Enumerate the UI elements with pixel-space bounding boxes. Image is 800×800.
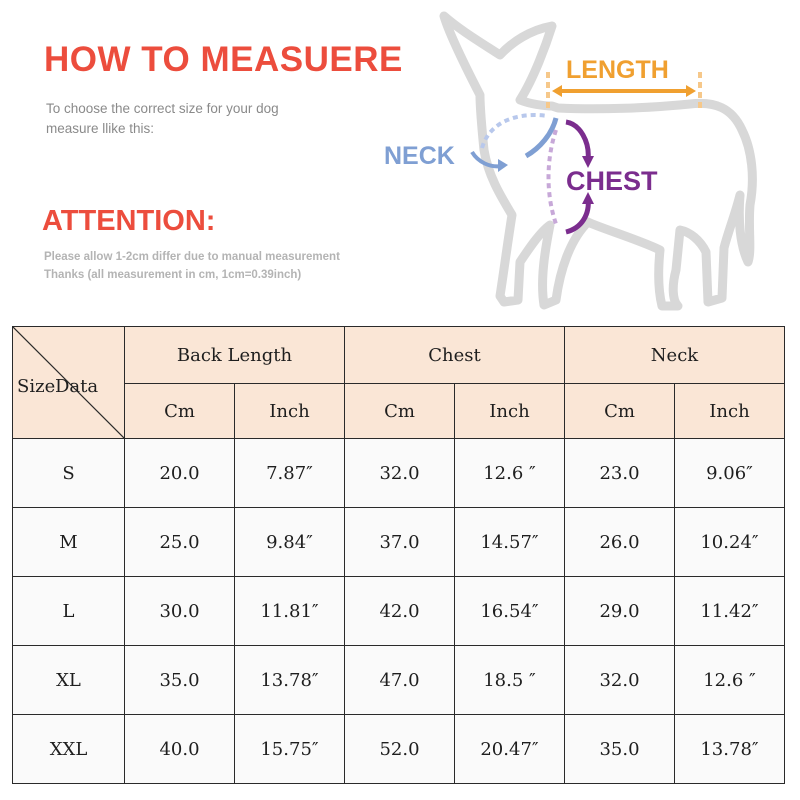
unit-cell: Inch: [235, 384, 345, 439]
table-cell: 20.0: [125, 439, 235, 508]
neck-dashed-loop: [482, 115, 548, 148]
table-cell: 9.06″: [675, 439, 785, 508]
table-cell: 18.5 ″: [455, 646, 565, 715]
attention-note-line-1: Please allow 1-2cm differ due to manual measurement: [44, 251, 340, 263]
table-cell: 7.87″: [235, 439, 345, 508]
table-row: [13, 646, 785, 715]
length-label: LENGTH: [566, 56, 669, 84]
attention-note: [44, 248, 400, 284]
table-cell: 12.6 ″: [675, 646, 785, 715]
length-arrowhead-left: [552, 85, 562, 97]
table-cell: 40.0: [125, 715, 235, 784]
group-back-length: Back Length: [125, 327, 345, 384]
unit-cell: Inch: [455, 384, 565, 439]
table-cell: 30.0: [125, 577, 235, 646]
table-cell: 26.0: [565, 508, 675, 577]
table-cell: 32.0: [345, 439, 455, 508]
group-chest: Chest: [345, 327, 565, 384]
table-cell: 42.0: [345, 577, 455, 646]
chest-label: CHEST: [566, 166, 658, 196]
instructions: [46, 99, 279, 139]
attention-note-line-2: Thanks (all measurement in cm, 1cm=0.39inch): [44, 269, 302, 281]
table-row: [13, 439, 785, 508]
instructions-line-1: To choose the correct size for your dog: [46, 101, 279, 116]
unit-cell: Cm: [345, 384, 455, 439]
page-title: HOW TO MEASUERE: [44, 40, 403, 79]
size-cell: XXL: [13, 715, 125, 784]
group-neck: Neck: [565, 327, 785, 384]
table-cell: 15.75″: [235, 715, 345, 784]
table-cell: 29.0: [565, 577, 675, 646]
chest-arrow-top: [566, 122, 588, 160]
corner-cell: [13, 327, 125, 439]
size-cell: XL: [13, 646, 125, 715]
instructions-line-2: measure llike this:: [46, 121, 155, 136]
table-cell: 14.57″: [455, 508, 565, 577]
attention-heading: ATTENTION:: [42, 205, 216, 237]
table-cell: 25.0: [125, 508, 235, 577]
size-cell: M: [13, 508, 125, 577]
table-cell: 47.0: [345, 646, 455, 715]
table-cell: 11.81″: [235, 577, 345, 646]
chest-dashed-loop: [549, 130, 557, 224]
table-cell: 32.0: [565, 646, 675, 715]
unit-cell: Cm: [565, 384, 675, 439]
corner-size-label: Size: [17, 376, 56, 397]
table-cell: 11.42″: [675, 577, 785, 646]
header-row-units: [13, 384, 785, 439]
table-cell: 20.47″: [455, 715, 565, 784]
size-chart-table: [12, 326, 785, 784]
table-cell: 12.6 ″: [455, 439, 565, 508]
unit-cell: Inch: [675, 384, 785, 439]
table-row: [13, 508, 785, 577]
table-cell: 37.0: [345, 508, 455, 577]
table-cell: 10.24″: [675, 508, 785, 577]
table-row: [13, 715, 785, 784]
table-row: [13, 577, 785, 646]
table-cell: 13.78″: [235, 646, 345, 715]
unit-cell: Cm: [125, 384, 235, 439]
size-cell: S: [13, 439, 125, 508]
size-cell: L: [13, 577, 125, 646]
corner-data-label: Data: [55, 376, 99, 397]
table-cell: 23.0: [565, 439, 675, 508]
table-cell: 35.0: [565, 715, 675, 784]
table-cell: 16.54″: [455, 577, 565, 646]
length-arrowhead-right: [686, 85, 696, 97]
table-cell: 35.0: [125, 646, 235, 715]
table-cell: 13.78″: [675, 715, 785, 784]
header-row-groups: [13, 327, 785, 384]
table-cell: 9.84″: [235, 508, 345, 577]
table-cell: 52.0: [345, 715, 455, 784]
neck-label: NECK: [384, 142, 455, 170]
neck-arrowhead: [498, 159, 508, 172]
